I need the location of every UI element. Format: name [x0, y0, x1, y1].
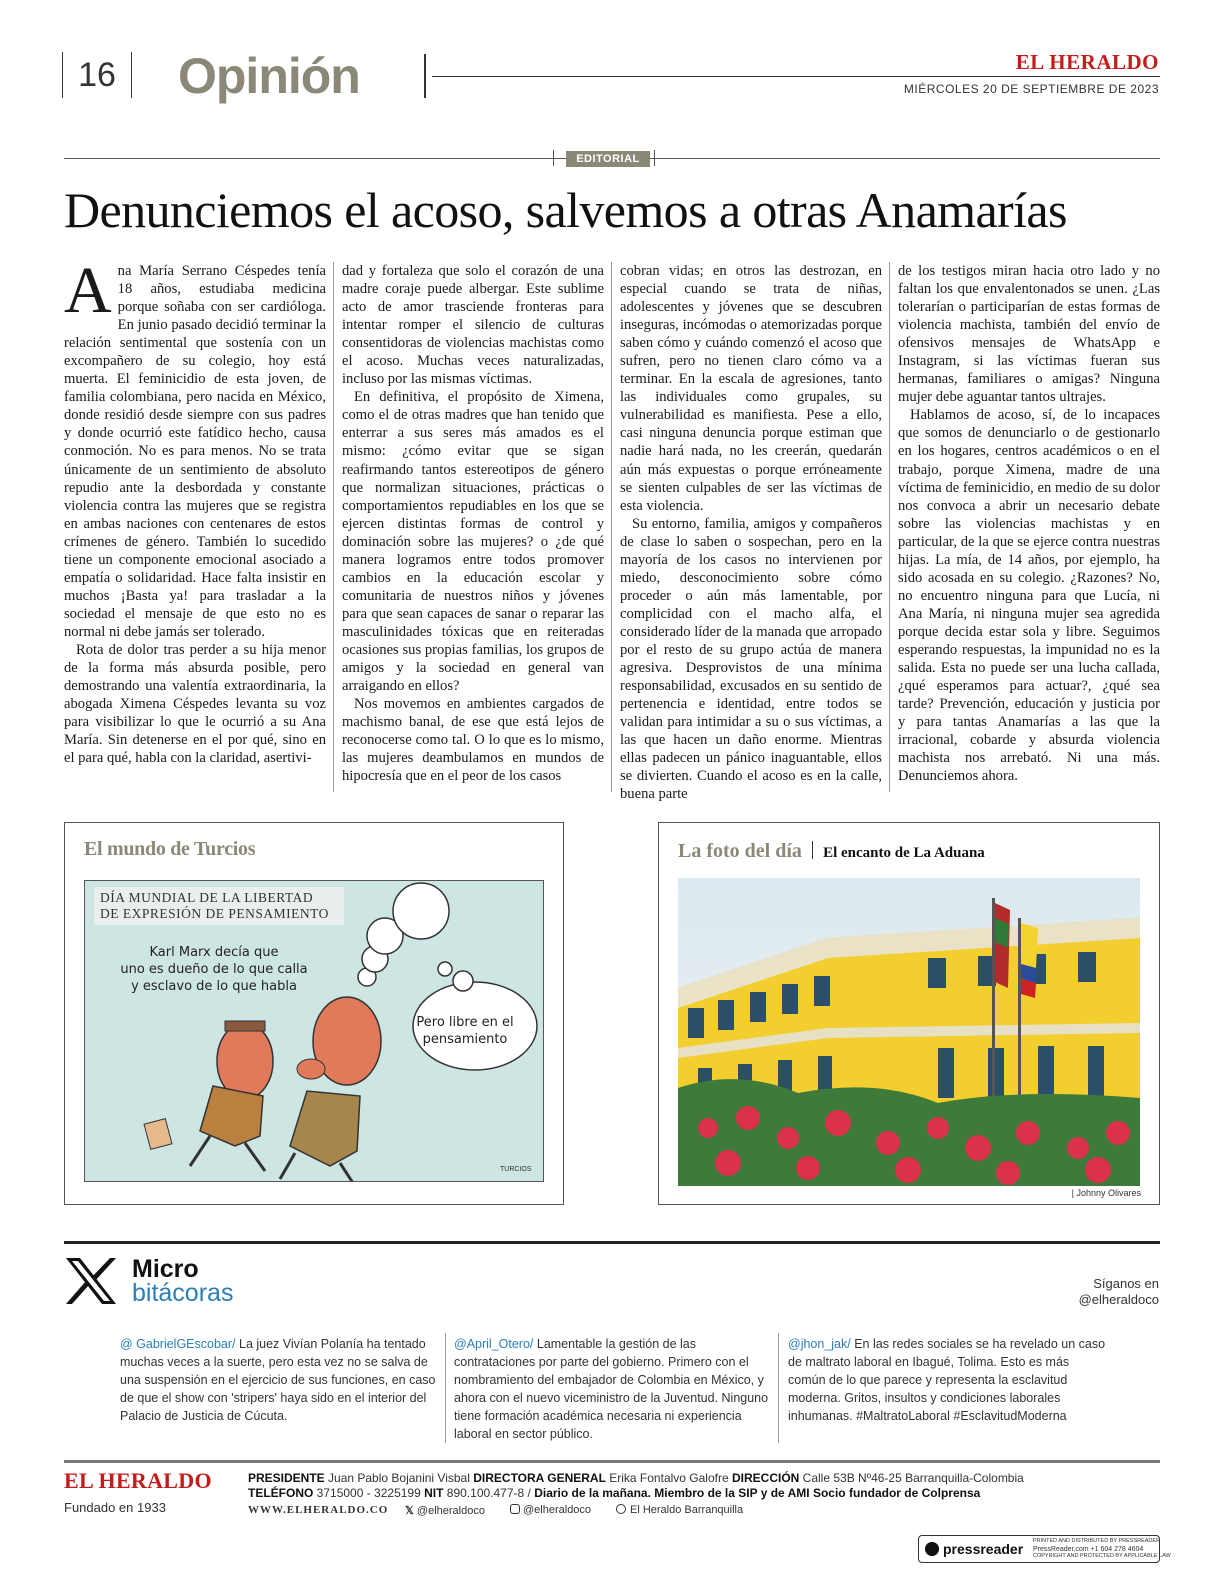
tweet-text: Lamentable la gestión de las contrataciones por parte del gobierno. Primero con el nombramiento del embajador de Colombia en México, y ahora con el nuevo viceministro de la Juventud. Ninguno tiene formación académica necesaria ni experiencia laboral en sector público. [454, 1337, 769, 1442]
photo-credit: | Johnny Olivares [1071, 1188, 1141, 1198]
masthead-label: DIRECTORA GENERAL [473, 1471, 606, 1485]
editorial-tag: EDITORIAL [566, 151, 650, 167]
masthead-value: Calle 53B Nº46-25 Barranquilla-Colombia [799, 1471, 1024, 1485]
column-rule [611, 262, 612, 792]
pressreader-logo: pressreader [943, 1541, 1024, 1557]
micro-rule [64, 1241, 1160, 1244]
column-rule [889, 262, 890, 792]
article-column-2 [342, 262, 604, 785]
speech-line: uno es dueño de lo que calla [120, 962, 308, 977]
article-column-4 [898, 262, 1160, 785]
speech-text-marx [104, 944, 324, 995]
follow-label: Síganos en [1093, 1276, 1159, 1291]
masthead-value: Juan Pablo Bojanini Visbal [324, 1471, 474, 1485]
masthead-label: Diario de la mañana. Miembro de la SIP y de AMI Socio fundador de Colprensa [534, 1486, 981, 1500]
photo-image [678, 878, 1140, 1186]
tweet-1 [120, 1335, 438, 1425]
drop-cap: A [64, 254, 112, 327]
paragraph: Su entorno, familia, amigos y compañeros de clase lo saben o sospechan, pero en la mayoría de los casos no intervienen por miedo, desconocimiento sobre cómo proceder o aún más lamentable, por complicidad con el macho alfa, el considerado líder de la manada que arropado por el resto de su grupo actúa de manera agresiva. Desprovistos de una mínima responsabilidad, excusados en su sentido de pertenencia e identidad, entre todos se validan para intimidar a su o sus víctimas, a las que hacen un daño enorme. Mientras ellas padecen un pánico inaguantable, ellos se divierten. Cuando el acoso es en la calle, buena parte [620, 515, 882, 803]
x-handle: @elheraldoco [416, 1505, 485, 1517]
tweet-handle[interactable]: @ GabrielGEscobar/ [120, 1337, 236, 1351]
photo-title: La foto del día [678, 840, 802, 862]
founded-year: Fundado en 1933 [64, 1500, 166, 1515]
header-rule [432, 76, 1160, 77]
facebook-social[interactable] [616, 1504, 743, 1516]
speech-line: y esclavo de lo que habla [131, 979, 297, 994]
article-column-3 [620, 262, 882, 803]
cartoon-title: El mundo de Turcios [84, 838, 256, 860]
footer-brand-logo: EL HERALDO [64, 1468, 212, 1493]
photo-header [678, 840, 985, 863]
paragraph: Hablamos de acoso, sí, de lo incapaces que somos de denunciarlo o de gestionarlo en los hogares, centros académicos o en el trabajo, porque Ximena, madre de una víctima de feminicidio, en medio de su dolor nos convoca a abrir un necesario debate sobre las violencias machistas y en particular, de la que se ejerce contra nuestras hijas. La mía, de 14 años, por ejemplo, ha sido acosada en su colegio. ¿Razones? No, no encuentro ninguna para que Lucía, ni Ana María, ni ninguna mujer sea agredida porque decida estar sola y libre. Seguimos esperando respuestas, la impunidad no es la salida. Esta no puede ser una lucha callada, ¿qué esperamos para actuar?, ¿qué sea tarde? Prevención, educación y justicia por y para tantas Anamarías a las que la irracional, cobarde y absurda violencia machista nos arrebató. Ni una más. Denunciemos ahora. [898, 407, 1160, 785]
masthead-value: Erika Fontalvo Galofre [605, 1471, 732, 1485]
thought-line: pensamiento [422, 1032, 508, 1047]
tweet-handle[interactable]: @April_Otero/ [454, 1337, 534, 1351]
instagram-icon [510, 1504, 520, 1514]
website-link[interactable]: WWW.ELHERALDO.CO [248, 1504, 389, 1516]
editorial-headline: Denunciemos el acoso, salvemos a otras Anamarías [64, 182, 1067, 238]
masthead-value: 3715000 - 3225199 [313, 1486, 425, 1500]
pr-line: PRINTED AND DISTRIBUTED BY PRESSREADER [1033, 1538, 1161, 1544]
paragraph: Rota de dolor tras perder a su hija menor de la forma más absurda posible, pero demostrando una valentía extraordinaria, la abogada Ximena Céspedes levanta su voz para visibilizar lo que le ocurrió a su Ana María. Sin detenerse en el por qué, sino en el para qué, habla con la claridad, asertivi- [64, 641, 326, 767]
brand-logo: EL HERALDO [1015, 50, 1159, 74]
caption-line: DE EXPRESIÓN DE PENSAMIENTO [100, 906, 329, 921]
pressreader-notice [1033, 1538, 1171, 1561]
speech-line: Karl Marx decía que [149, 945, 279, 960]
follow-us [1079, 1276, 1159, 1308]
facebook-icon [616, 1504, 626, 1514]
caption-line: DÍA MUNDIAL DE LA LIBERTAD [100, 890, 314, 905]
masthead-line-1 [248, 1471, 1024, 1486]
footer-rule [64, 1460, 1160, 1463]
x-icon: 𝕏 [405, 1505, 417, 1517]
masthead-label: NIT [424, 1486, 444, 1500]
editorial-tick-left [553, 150, 554, 166]
thought-line: Pero libre en el [416, 1015, 514, 1030]
pr-line: COPYRIGHT AND PROTECTED BY APPLICABLE LAW [1033, 1553, 1171, 1559]
tweet-3 [788, 1335, 1106, 1425]
paragraph: na María Serrano Céspedes tenía 18 años, estudiaba medicina porque soñaba con ser cardióloga. En junio pasado decidió terminar la relación sentimental que sostenía con un excompañero de su colegio, hoy está muerta. El feminicidio de esta joven, de familia colombiana, pero nacida en México, donde residió desde siempre con sus padres y donde ocurrió este fatídico hecho, causa conmoción. No es para menos. No se trata únicamente de un sentimiento de absoluto repudio ante la desbordada y constante violencia contra las mujeres que se registra en ambas naciones con centenares de estos crímenes de género. También lo sucedido tiene un componente emocional asociado a empatía o solidaridad. Hace falta insistir en muchos ¡Basta ya! para trasladar a la sociedad el mensaje de que esto no es normal ni debe jamás ser tolerado. [64, 263, 326, 640]
tweet-text: La juez Vivían Polanía ha tentado muchas veces a la suerte, pero esta vez no se salva de una suspensión en el ejercicio de sus funciones, en caso de que el show con 'stripers' haya sido en el interior del Palacio de Justicia de Cúcuta. [120, 1337, 436, 1424]
section-title: Opinión [178, 48, 360, 104]
editorial-tick-right [654, 150, 655, 166]
masthead-label: DIRECCIÓN [731, 1471, 800, 1485]
masthead-line-2 [248, 1486, 980, 1501]
cartoon-signature: TURCIOS [500, 1166, 532, 1173]
follow-handle: @elheraldoco [1078, 1292, 1159, 1307]
x-social[interactable] [405, 1504, 485, 1517]
tweet-handle[interactable]: @jhon_jak/ [788, 1337, 851, 1351]
photo-subtitle: El encanto de La Aduana [823, 845, 985, 861]
instagram-handle: @elheraldoco [523, 1504, 592, 1516]
tweet-divider [778, 1333, 779, 1443]
photo-drawing [678, 878, 1140, 1186]
pr-line: PressReader.com +1 604 278 4604 [1033, 1545, 1144, 1553]
paragraph: de los testigos miran hacia otro lado y no faltan los que envalentonados se unen. ¿Las tolerarían o participarían de estas formas de violencia machista, también del envío de ofensivos mensajes de WhatsApp e Instagram, si las víctimas fueran sus hermanas, familiares o amigas? Ninguna mujer debe aguantar tantos ultrajes. [898, 263, 1160, 406]
tweet-text: En las redes sociales se ha revelado un caso de maltrato laboral en Ibagué, Tolima. Esto es más común de lo que parece y representa la esclavitud moderna. Gritos, insultos y condiciones laborales inhumanas. #MaltratoLaboral #EsclavitudModerna [788, 1337, 1106, 1424]
thought-text [410, 1014, 520, 1048]
tweet-2 [454, 1335, 772, 1444]
x-logo-icon [64, 1256, 118, 1306]
header-divider [424, 54, 426, 98]
instagram-social[interactable] [510, 1504, 591, 1516]
column-rule [333, 262, 334, 792]
paragraph: En definitiva, el propósito de Ximena, como el de otras madres que han tenido que enterrar a sus seres más amados es el mismo: ¿cómo evitar que se sigan reafirmando tantos estereotipos de género que normalizan situaciones, prácticas o comportamientos repudiables en los que se ejercen distintas formas de control y dominación sobre las mujeres? o ¿de qué manera logramos entre todos promover cambios en la educación escolar y comunitaria de nuestros niños y jóvenes para que sean capaces de sanar o reparar las masculinidades tóxicas que en reiteradas ocasiones sus propias familias, los grupos de amigos y la sociedad en general van arraigando en ellos? [342, 389, 604, 695]
paragraph: Nos movemos en ambientes cargados de machismo banal, de ese que está lejos de reconocerse como tal. O lo que es lo mismo, las mujeres deambulamos en mundos de hipocresía que en el peor de los casos [342, 696, 604, 785]
pressreader-icon [925, 1542, 939, 1556]
micro-subtitle: bitácoras [132, 1279, 234, 1307]
article-column-1 [64, 254, 326, 767]
pressreader-badge [918, 1535, 1171, 1563]
paragraph: cobran vidas; en otros las destrozan, en especial cuando se trata de niñas, adolescentes y jóvenes que se descubren inseguras, incómodas o atemorizadas porque saben cómo y cuándo comenzó el acoso que sufren, pero no tienen claro cómo va a terminar. En la escala de agresiones, tanto las individuales como grupales, su vulnerabilidad es manifiesta. Pese a ello, casi ninguna denuncia porque estiman que nadie hará nada, no les creerán, quedarán aún más expuestas o porque erróneamente se sienten culpables de ser las víctimas de esta violencia. [620, 263, 882, 514]
micro-title: Micro [132, 1255, 199, 1283]
facebook-handle: El Heraldo Barranquilla [630, 1504, 744, 1516]
issue-date: MIÉRCOLES 20 DE SEPTIEMBRE DE 2023 [903, 82, 1159, 96]
cartoon-caption [94, 887, 344, 925]
tweet-divider [445, 1333, 446, 1443]
masthead-label: PRESIDENTE [248, 1471, 325, 1485]
paragraph: dad y fortaleza que solo el corazón de una madre coraje puede albergar. Este sublime acto de amor trasciende fronteras para intentar romper el silencio de culturas consentidoras de violencias machistas como el acoso. Muchas veces naturalizadas, incluso por las mismas víctimas. [342, 263, 604, 388]
masthead-value: 890.100.477-8 / [443, 1486, 535, 1500]
masthead-label: TELÉFONO [248, 1486, 314, 1500]
page-number: 16 [62, 52, 132, 98]
